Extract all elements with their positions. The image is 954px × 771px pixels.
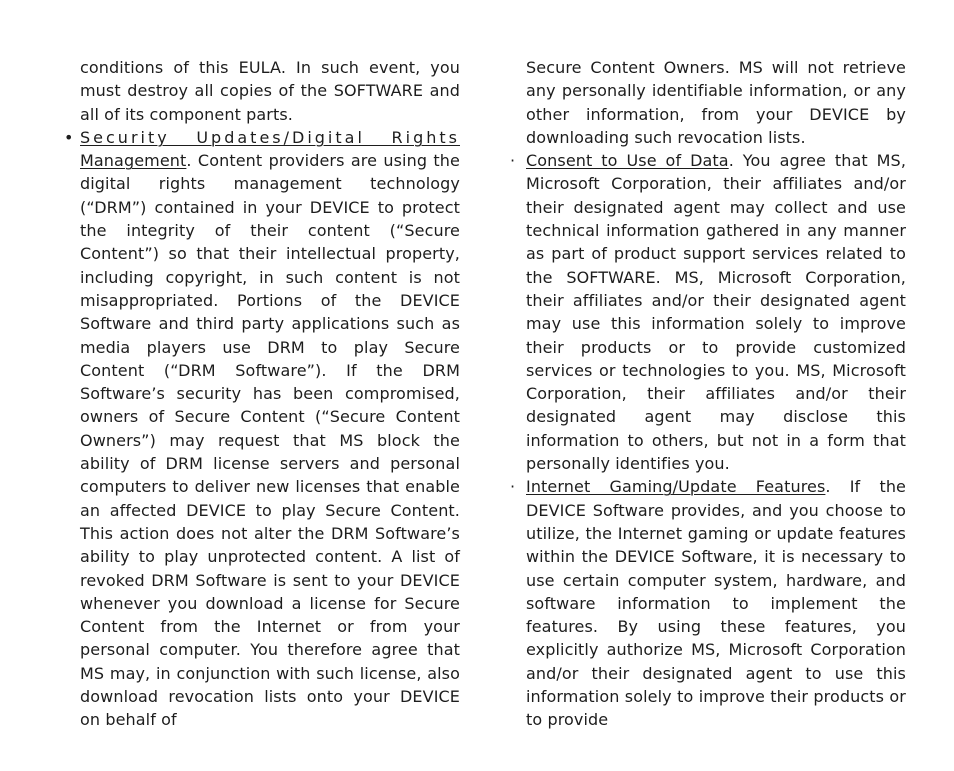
internet-heading: Internet Gaming/Update Features xyxy=(526,477,826,497)
consent-section xyxy=(510,149,906,475)
internet-body: . If the DEVICE Software provides, and you choose to utilize, the Internet gaming or update features within the DEVICE Software, it is necessary to use certain computer system, hardware, and software information to implement the features. By using these features, you explicitly authorize MS, Microsoft Corporation and/or their designated agent to use this information solely to improve their products or to provide xyxy=(526,477,907,730)
internet-gaming-section xyxy=(510,475,907,731)
security-heading-part1: Security Updates/Digital Rights xyxy=(80,127,460,147)
left-column xyxy=(64,56,460,732)
left-continuation-paragraph: conditions of this EULA. In such event, you must destroy all copies of the SOFTWARE and all of its component parts. xyxy=(80,58,460,124)
bullet-icon: · xyxy=(510,151,516,171)
bullet-icon: · xyxy=(510,477,516,497)
right-continuation-paragraph: Secure Content Owners. MS will not retrieve any personally identifiable information, or any other information, from your DEVICE by downloading such revocation lists. xyxy=(526,58,906,147)
security-updates-section xyxy=(64,126,460,732)
security-body: . Content providers are using the digital rights management technology (“DRM”) contained in your DEVICE to protect the integrity of their content (“Secure Content”) so that their intellectual property, including copyright, in such content is not misappropriated. Portions of the DEVICE Software and third party applications such as media players use DRM to play Secure Content (“DRM Software”). If the DRM Software’s security has been compromised, owners of Secure Content (“Secure Content Owners”) may request that MS block the ability of DRM license servers and personal computers to deliver new licenses that enable an affected DEVICE to play Secure Content. This action does not alter the DRM Software’s ability to play unprotected content. A list of revoked DRM Software is sent to your DEVICE whenever you download a license for Secure Content from the Internet or from your personal computer. You therefore agree that MS may, in conjunction with such license, also download revocation lists onto your DEVICE on behalf of xyxy=(80,151,460,730)
security-heading-part2: Management xyxy=(80,151,187,171)
bullet-icon: • xyxy=(64,127,74,147)
consent-heading: Consent to Use of Data xyxy=(526,151,729,171)
consent-body: . You agree that MS, Microsoft Corporation, their affiliates and/or their designated agent may collect and use technical information gathered in any manner as part of product support services related to the SOFTWARE. MS, Microsoft Corporation, their affiliates and/or their designated agent may use this information solely to improve their products or to provide customized services or technologies to you. MS, Microsoft Corporation, their affiliates and/or their designated agent may disclose this information to others, but not in a form that personally identifies you. xyxy=(526,151,906,474)
right-column xyxy=(510,56,907,732)
